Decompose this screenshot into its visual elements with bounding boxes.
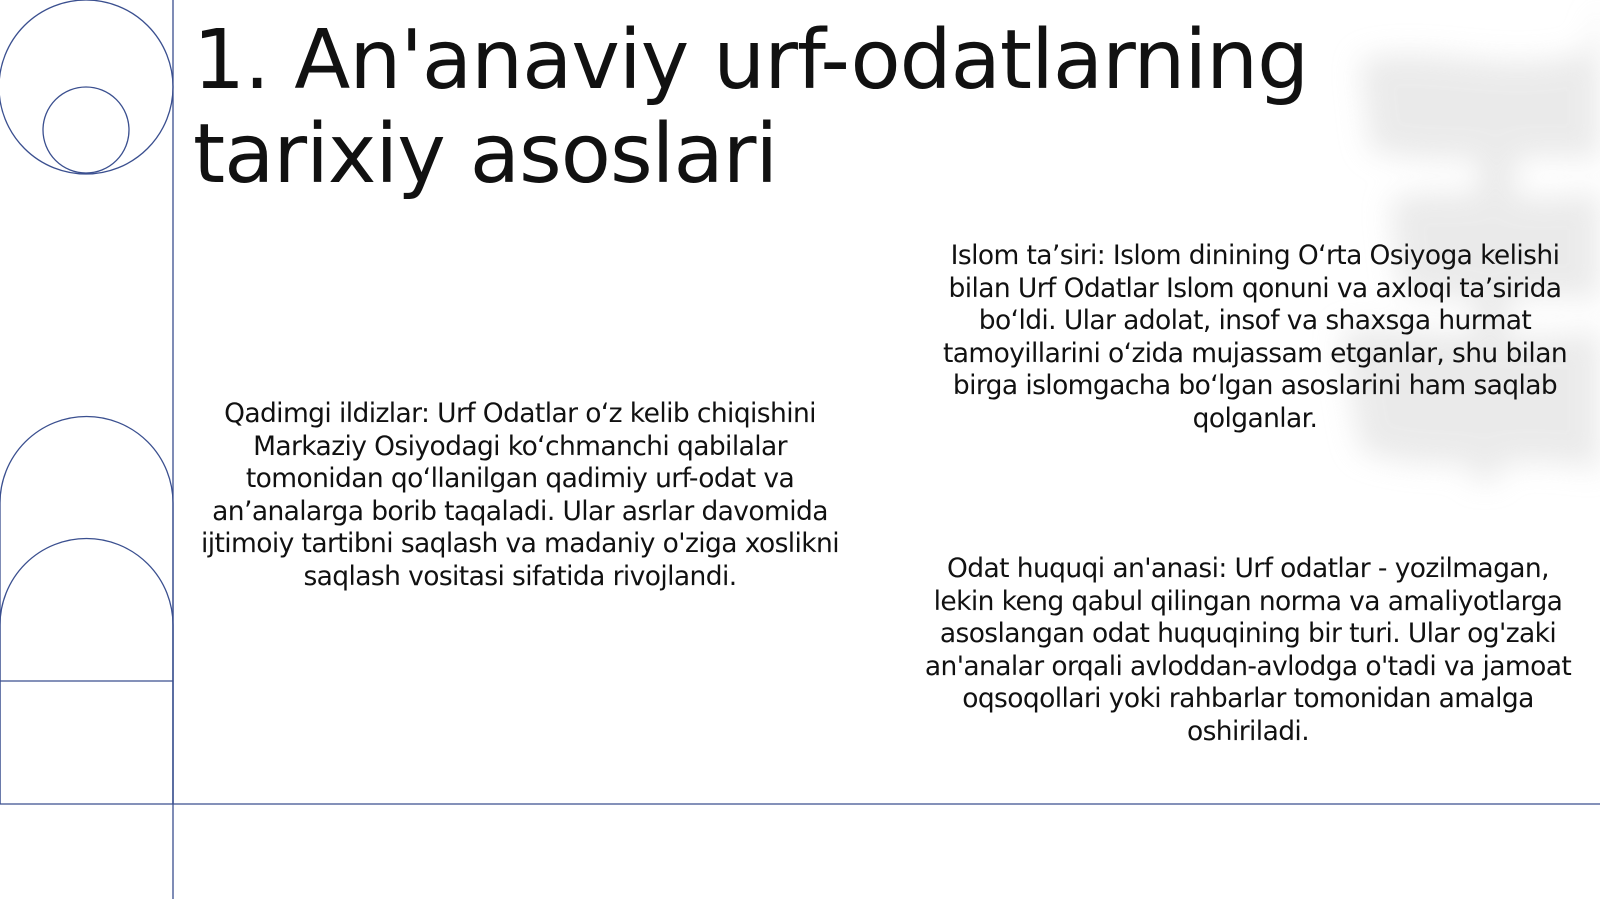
section-customary-law-text: Odat huquqi an'anasi: Urf odatlar - yozilmagan, lekin keng qabul qilingan norma va amaliyotlarga asoslangan odat huquqining bir turi. Ular og'zaki an'analar orqali avloddan-avlodga o'tadi va jamoat oqsoqollari yoki rahbarlar tomonidan amalga oshiriladi. (924, 553, 1572, 747)
section-ancient-roots-text: Qadimgi ildizlar: Urf Odatlar o‘z kelib chiqishini Markaziy Osiyodagi ko‘chmanchi qabilalar tomonidan qo‘llanilgan qadimiy urf-odat va an’analarga borib taqaladi. Ular asrlar davomida ijtimoiy tartibni saqlash va madaniy o'ziga xoslikni saqlash vositasi sifatida rivojlandi. (200, 398, 840, 592)
arch-outline-upper (0, 416, 173, 804)
arch-outline-lower (0, 539, 173, 805)
section-islam-influence-text: Islom ta’siri: Islom dinining O‘rta Osiyoga kelishi bilan Urf Odatlar Islom qonuni va axloqi ta’sirida bo‘ldi. Ular adolat, insof va shaxsga hurmat tamoyillarini o‘zida mujassam etganlar, shu bilan birga islomgacha bo‘lgan asoslarini ham saqlab qolganlar. (942, 240, 1568, 434)
small-circle-outline (43, 87, 129, 173)
slide-title: 1. An'anaviy urf-odatlarning tarixiy asoslari (193, 13, 1309, 202)
